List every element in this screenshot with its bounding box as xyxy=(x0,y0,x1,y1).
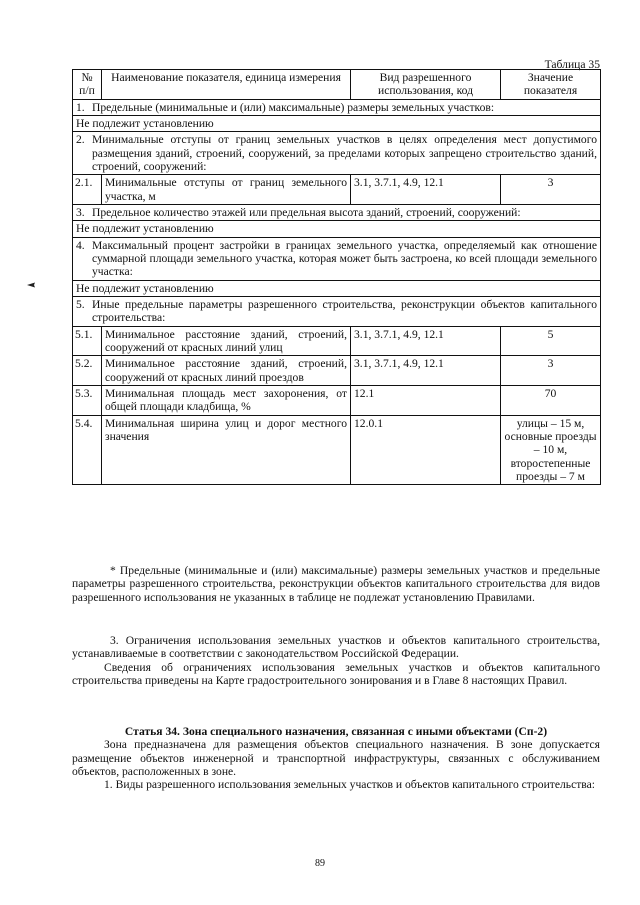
section-row xyxy=(73,296,601,326)
row-name: Минимальная площадь мест захоронения, от общей площади кладбища, % xyxy=(102,385,351,415)
section-title: Предельные (минимальные и (или) максимальные) размеры земельных участков: xyxy=(92,100,495,114)
section-note: Не подлежит установлению xyxy=(73,280,601,296)
paragraph-permitted-uses: 1. Виды разрешенного использования земельных участков и объектов капитального строительства: xyxy=(104,778,595,792)
article-title: Статья 34. Зона специального назначения, связанная с иными объектами (Сп-2) xyxy=(124,725,548,738)
row-number: 5.1. xyxy=(73,326,102,356)
section-title: Максимальный процент застройки в границах земельного участка, определяемый как отношение суммарной площади земельного участка, которая может быть застроена, ко всей площади земельного участка: xyxy=(92,238,597,279)
footnote-block xyxy=(72,564,600,604)
table-row xyxy=(73,385,601,415)
section-number: 3. xyxy=(76,205,85,219)
row-name: Минимальное расстояние зданий, строений, сооружений от красных линий улиц xyxy=(102,326,351,356)
section-note: Не подлежит установлению xyxy=(73,221,601,237)
table-row xyxy=(73,356,601,386)
paragraph-restrictions-info: Сведения об ограничениях использования земельных участков и объектов капитального строительства приведены на Карте градостроительного зонирования и в Главе 8 настоящих Правил. xyxy=(72,660,600,687)
row-value: 3 xyxy=(501,175,601,205)
row-number: 2.1. xyxy=(73,175,102,205)
article-block xyxy=(72,725,600,792)
row-value: улицы – 15 м, основные проезды – 10 м, второстепенные проезды – 7 м xyxy=(501,415,601,485)
paragraph-restrictions: 3. Ограничения использования земельных участков и объектов капитального строительства, устанавливаемые в соответствии с законодательством Российской Федерации. xyxy=(72,634,600,661)
section-number: 4. xyxy=(76,238,85,252)
row-use: 3.1, 3.7.1, 4.9, 12.1 xyxy=(351,326,501,356)
row-name: Минимальное расстояние зданий, строений, сооружений от красных линий проездов xyxy=(102,356,351,386)
section-row xyxy=(73,99,601,115)
row-name: Минимальная ширина улиц и дорог местного значения xyxy=(102,415,351,485)
row-number: 5.2. xyxy=(73,356,102,386)
header-num: № п/п xyxy=(73,70,102,100)
table-row xyxy=(73,415,601,485)
section-number: 2. xyxy=(76,133,85,147)
note-row xyxy=(73,280,601,296)
row-use: 12.1 xyxy=(351,385,501,415)
row-use: 3.1, 3.7.1, 4.9, 12.1 xyxy=(351,175,501,205)
restrictions-block xyxy=(72,634,600,687)
margin-arrow-mark xyxy=(27,282,39,288)
row-use: 3.1, 3.7.1, 4.9, 12.1 xyxy=(351,356,501,386)
header-name: Наименование показателя, единица измерения xyxy=(102,70,351,100)
table-row xyxy=(73,175,601,205)
section-number: 5. xyxy=(76,297,85,311)
table-label: Таблица 35 xyxy=(544,58,600,71)
section-number: 1. xyxy=(76,100,85,114)
section-note: Не подлежит установлению xyxy=(73,115,601,131)
paragraph-zone: Зона предназначена для размещения объектов специального назначения. В зоне допускается размещение объектов инженерной и транспортной инфраструктуры, связанных с обслуживанием объектов, расположенных в зоне. xyxy=(72,738,600,778)
row-number: 5.3. xyxy=(73,385,102,415)
section-row xyxy=(73,204,601,220)
page-number: 89 xyxy=(315,858,325,869)
header-value: Значение показателя xyxy=(501,70,601,100)
note-row xyxy=(73,221,601,237)
section-title: Иные предельные параметры разрешенного строительства, реконструкции объектов капитального строительства: xyxy=(92,297,597,325)
header-use: Вид разрешенного использования, код xyxy=(351,70,501,100)
row-number: 5.4. xyxy=(73,415,102,485)
note-row xyxy=(73,115,601,131)
table-row xyxy=(73,326,601,356)
footnote: * Предельные (минимальные и (или) максимальные) размеры земельных участков и предельные параметры разрешенного строительства, реконструкции объектов капитального строительства для видов разрешенного использования не указанных в таблице не подлежат установлению Правилами. xyxy=(72,564,600,604)
row-use: 12.0.1 xyxy=(351,415,501,485)
section-row xyxy=(73,237,601,280)
section-row xyxy=(73,132,601,175)
section-title: Предельное количество этажей или предельная высота зданий, строений, сооружений: xyxy=(92,205,521,219)
row-value: 5 xyxy=(501,326,601,356)
table-header-row xyxy=(73,70,601,100)
row-value: 70 xyxy=(501,385,601,415)
row-value: 3 xyxy=(501,356,601,386)
row-name: Минимальные отступы от границ земельного участка, м xyxy=(102,175,351,205)
section-title: Минимальные отступы от границ земельных участков в целях определения мест допустимого размещения зданий, строений, сооружений, за пределами которых запрещено строительство зданий, строений, сооружений: xyxy=(92,133,597,173)
parameters-table xyxy=(72,69,601,485)
